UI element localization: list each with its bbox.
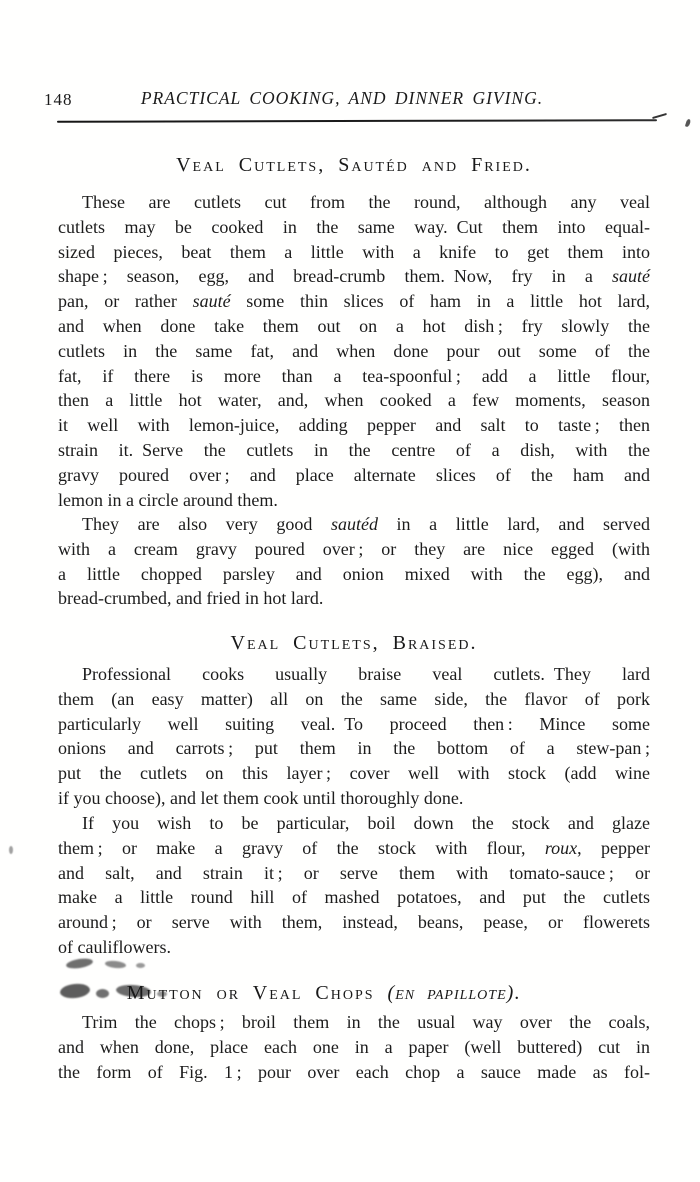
italic-text: sauté: [612, 266, 650, 287]
text-run: around ; or serve with them, instead, beans, pease, or flowerets: [58, 912, 650, 933]
section-heading: [28, 980, 620, 1006]
text-line: [58, 885, 650, 910]
text-line: [58, 339, 650, 364]
paragraph: [58, 811, 650, 960]
text-run: and salt, and strain it ; or serve them with tomato-sauce ; or: [58, 862, 650, 883]
ink-blot: [65, 957, 93, 970]
text-line: [58, 264, 650, 289]
text-line: [58, 562, 650, 587]
text-run: shape ; season, egg, and bread-crumb them. Now, fry in a: [58, 266, 612, 287]
text-line: [58, 537, 650, 562]
header-rule-flourish: [652, 113, 667, 119]
paragraph: [58, 512, 650, 611]
text-line: [58, 910, 650, 935]
text-run: Trim the chops ; broil them in the usual way over the coals,: [82, 1012, 650, 1032]
paragraph: [58, 1010, 650, 1084]
text-run: , pepper: [577, 837, 650, 858]
text-run: in a little lard, and served: [377, 514, 651, 534]
italic-text: sautéd: [330, 514, 378, 534]
text-run: gravy poured over ; and place alternate slices of the ham and: [58, 464, 650, 485]
ink-blot: [136, 963, 145, 968]
ink-blot: [105, 960, 127, 969]
text-line: [58, 388, 650, 413]
text-line: [58, 662, 650, 687]
text-run: them (an easy matter) all on the same side, the flavor of pork: [58, 688, 650, 709]
text-run: particularly well suiting veal. To proceed then : Mince some: [58, 713, 650, 734]
text-line: [58, 463, 650, 488]
text-run: sized pieces, beat them a little with a knife to get them into: [58, 241, 650, 262]
text-line: [58, 736, 650, 761]
italic-text: (en papillote): [387, 982, 515, 1004]
text-run: if you choose), and let them cook until thoroughly done.: [58, 787, 464, 808]
text-run: them ; or make a gravy of the stock with flour,: [58, 837, 545, 858]
italic-text: sauté: [192, 291, 231, 312]
text-line: [58, 512, 650, 537]
text-line: [58, 215, 650, 240]
text-run: and when done, place each one in a paper (well buttered) cut in: [58, 1036, 650, 1057]
text-line: [58, 712, 650, 737]
text-run: then a little hot water, and, when cooked a few moments, season: [58, 390, 650, 411]
section-heading: [58, 152, 650, 178]
text-run: the form of Fig. 1 ; pour over each chop a sauce made as fol-: [58, 1061, 650, 1082]
text-line: [58, 488, 650, 513]
text-line: [58, 786, 650, 811]
text-line: [58, 190, 650, 215]
paragraph: [58, 190, 650, 512]
text-run: put the cutlets on this layer ; cover well with stock (add wine: [58, 763, 650, 784]
text-line: [58, 364, 650, 389]
text-line: [58, 761, 650, 786]
text-line: [58, 1060, 650, 1085]
text-line: [58, 687, 650, 712]
text-run: a little chopped parsley and onion mixed with the egg), and: [58, 563, 650, 584]
text-line: [58, 836, 650, 861]
text-run: of cauliflowers.: [58, 936, 171, 957]
text-run: bread-crumbed, and fried in hot lard.: [58, 588, 324, 609]
header-rule: [57, 119, 657, 123]
section-heading: [58, 630, 650, 656]
text-line: [58, 240, 650, 265]
text-run: lemon in a circle around them.: [58, 489, 278, 510]
text-run: .: [514, 982, 522, 1004]
text-run: some thin slices of ham in a little hot lard,: [230, 291, 650, 312]
text-run: it well with lemon-juice, adding pepper and salt to taste ; then: [58, 415, 650, 436]
text-run: make a little round hill of mashed potatoes, and put the cutlets: [58, 887, 650, 908]
text-line: [58, 289, 650, 314]
text-run: with a cream gravy poured over ; or they are nice egged (with: [58, 538, 650, 559]
text-line: [58, 413, 650, 438]
text-run: fat, if there is more than a tea-spoonful ; add a little flour,: [58, 365, 650, 386]
text-line: [58, 438, 650, 463]
text-run: and when done take them out on a hot dish ; fry slowly the: [58, 315, 650, 336]
page-number: 148: [44, 90, 73, 109]
paragraph: [58, 662, 650, 811]
running-title: PRACTICAL COOKING, AND DINNER GIVING.: [140, 88, 544, 108]
text-run: Veal Cutlets, Sautéd and Fried.: [176, 154, 532, 176]
text-line: [58, 1010, 650, 1035]
text-line: [58, 861, 650, 886]
text-line: [58, 314, 650, 339]
text-line: [58, 811, 650, 836]
text-run: Professional cooks usually braise veal cutlets. They lard: [82, 664, 650, 684]
text-run: strain it. Serve the cutlets in the centre of a dish, with the: [58, 439, 650, 460]
italic-text: roux: [544, 837, 578, 858]
text-run: cutlets in the same fat, and when done pour out some of the: [58, 340, 650, 361]
text-run: cutlets may be cooked in the same way. Cut them into equal-: [58, 216, 650, 237]
text-run: Veal Cutlets, Braised.: [230, 632, 478, 654]
text-run: They are also very good: [82, 514, 331, 534]
text-run: pan, or rather: [58, 291, 193, 312]
ink-speck: [685, 119, 691, 128]
ink-speck: [9, 846, 13, 854]
text-line: [58, 1035, 650, 1060]
text-run: Mutton or Veal Chops: [126, 982, 388, 1004]
text-run: If you wish to be particular, boil down the stock and glaze: [82, 813, 650, 833]
text-run: These are cutlets cut from the round, although any veal: [82, 192, 650, 212]
text-line: [58, 586, 650, 611]
text-run: onions and carrots ; put them in the bottom of a stew-pan ;: [58, 738, 650, 759]
